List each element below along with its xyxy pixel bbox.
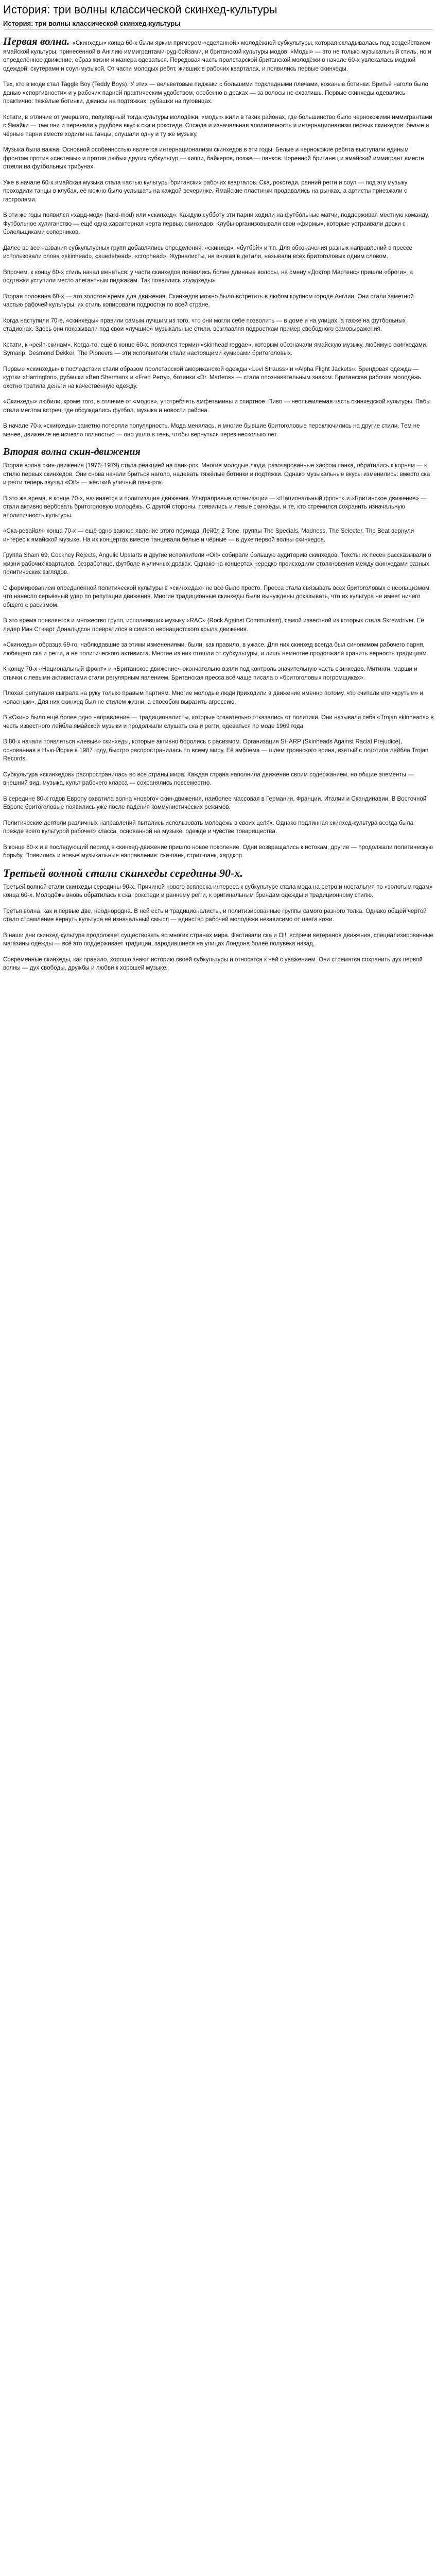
paragraph-text: «Скинхеды» образца 69-го, наблюдавшие за этими изменениями, были, как правило, в ужасе. Для них скинхед всегда был синонимом рабочего парня, любящего ска и регги, а не политического активиста. Многие из них отошли от субкультуры, и лишь немногие продолжали хранить верность традициям. <box>3 641 428 657</box>
page-title: История: три волны классической скинхед-культуры <box>3 3 277 16</box>
paragraph-text: Когда наступили 70-е, «скинхеды» правили самым лучшим из того, что они могли себе позволить — в доме и на улицах, а также на футбольных стадионах. Здесь они показывали под свои «лучшие» музыкальные стили, возглавляя подросткам пример свободного самовыражения. <box>3 317 406 332</box>
article-paragraph <box>3 398 434 415</box>
article-paragraph <box>3 113 434 139</box>
paragraph-text: «Скинхеды» любили, кроме того, в отличие от «модов», употреблять амфетамины и спиртное. Пиво — неотъемлемая часть скинхедской культуры. Пабы стали местом встреч, где обсуждались футбол, музыка и новости района. <box>3 398 431 414</box>
section-heading: Вторая волна скин-движения <box>3 446 141 457</box>
paragraph-text: В конце 80-х и в последующий период в скинхед-движение пришло новое поколение. Одни возвращались к истокам, другие — продолжали политическую борьбу. Появились и новые музыкальные направления: ска-панк, стрит-панк, хардкор. <box>3 843 433 859</box>
article-paragraph <box>3 244 434 261</box>
paragraph-text: Уже в начале 60-х ямайская музыка стала частью культуры британских рабочих кварталов. Ска, рокстеди, ранний регги и соул — под эту музыку проходили танцы в клубах, её можно было услышать на каждой вечеринке. Ямайские пластинки продавались на рынках, а артисты приезжали с гастролями. <box>3 179 408 203</box>
article-paragraph <box>3 268 434 285</box>
article-paragraph <box>3 551 434 577</box>
article-paragraph <box>3 689 434 706</box>
article-paragraph <box>3 956 434 973</box>
article-paragraph <box>3 495 434 520</box>
paragraph-text: В это же время, в конце 70-х, начинается и политизация движения. Ультраправые организации — «Национальный фронт» и «Британское движение» — стали активно вербовать бритоголовую молодёжь. С другой стороны, появились и левые скинхеды, и те, кто стремился сохранить изначальную аполитичность культуры. <box>3 495 427 519</box>
paragraph-text: Политические деятели различных направлений пытались использовать молодёжь в своих целях. Однако подлинная скинхед-культура всегда была прежде всего культурой рабочего класса, основанной на музыке, одежде и чувстве товарищества. <box>3 819 414 835</box>
article-paragraph <box>3 341 434 358</box>
paragraph-text: В 80-х начали появляться «левые» скинхеды, которые активно боролись с расизмом. Организация SHARP (Skinheads Against Racial Prejudice), основанная в Нью-Йорке в 1987 году, быстро распространилась по всему миру. Её эмблема — шлем троянского воина, взятый с логотипа лейбла Trojan Records. <box>3 738 429 762</box>
article-paragraph <box>3 883 434 900</box>
article-paragraph <box>3 211 434 237</box>
article-paragraph <box>3 317 434 334</box>
article-paragraph <box>3 146 434 172</box>
article-paragraph <box>3 179 434 205</box>
paragraph-text: В эти же годы появился «хард-мод» (hard-mod) или «скинхед». Каждую субботу эти парни ходили на футбольные матчи, поддерживая местную команду. Футбольное хулиганство — ещё одна характерная черта первых скинхедов. Клубы организовывали свои «фирмы», которые устраивали драки с болельщиками соперников. <box>3 212 429 235</box>
article-paragraph <box>3 80 434 106</box>
paragraph-text: Современные скинхеды, как правило, хорошо знают историю своей субкультуры и относятся к ней с уважением. Они стремятся сохранить дух первой волны — дух свободы, дружбы и любви к хорошей музыке. <box>3 956 423 971</box>
paragraph-text: Вторая волна скин-движения (1976–1979) стала реакцией на панк-рок. Многие молодые люди, разочарованные хаосом панка, обратились к корням — к стилю первых скинхедов. Они снова начали бриться наголо, надевать тяжёлые ботинки и подтяжки. Однако музыкальные вкусы изменились: вместо ска и регги теперь звучал «Oi!» — жёсткий уличный панк-рок. <box>3 462 430 486</box>
article-paragraph <box>3 714 434 731</box>
paragraph-text: В «Скин» было ещё более одно направление — традиционалисты, которые сознательно отказались от политики. Они называли себя «Trojan skinheads» в честь известного лейбла ямайской музыки и продолжали слушать ска и регги, одеваться по моде 1969 года. <box>3 714 434 730</box>
paragraph-text: Впрочем, к концу 60-х стиль начал меняться: у части скинхедов появились более длинные волосы, на смену «Доктор Мартенс» пришли «броги», а подтяжки уступили место элегантным пиджакам. Так появились «суэдхеды». <box>3 268 413 284</box>
paragraph-text: Музыка была важна. Основной особенностью является интернационализм скинхедов в эти годы. Белые и чернокожие ребята выступали единым фронтом против «системы» и против любых других субкультур — хиппи, байкеров, позже — панков. Коренной британец и ямайский иммигрант вместе стояли на футбольных трибунах. <box>3 146 424 170</box>
paragraph-text: Кстати, в отличие от умершего, популярный тогда культуры молодёжи, «моды» жили в таких районах, где большинство было чернокожими иммигрантами с Ямайки — там они и переняли у рудбоев вкус к ска и рокстеди. Отсюда и изначальная аполитичность и интернационализм первых скинхедов: белые и чёрные парни вместе ходили на танцы, слушали одну и ту же музыку. <box>3 113 432 138</box>
paragraph-text: Третья волна, как и первые две, неоднородна. В ней есть и традиционалисты, и политизированные группы самого разного толка. Однако общей чертой стало стремление вернуть культуре её изначальный смысл — единство рабочей молодёжи независимо от цвета кожи. <box>3 907 427 923</box>
article-paragraph <box>3 665 434 682</box>
article-subtitle: История: три волны классической скинхед-культуры <box>3 19 434 30</box>
article-paragraph <box>3 819 434 836</box>
article-paragraph <box>3 931 434 948</box>
paragraph-text: Третьей волной стали скинхеды середины 90-х. Причиной нового всплеска интереса к субкультуре стала мода на ретро и ностальгия по «золотым годам» конца 60-х. Молодёжь вновь обратилась к ска, рокстеди и раннему регги, к оригинальным брендам одежды и традиционному стилю. <box>3 883 433 899</box>
article-paragraph <box>3 293 434 310</box>
paragraph-text: Тех, кто в моде стал Taggle Boy (Teddy Boys). У этих — вельветовые пиджаки с большими подкладными плечами, кожаные ботинки. Бритьё наголо было данью «спортивности» и у рабочих парней практическим удобством, особенно в драках — за волосы не схватишь. Первые скинхеды одевались практично: тяжёлые ботинки, джинсы на подтяжках, рубашки на пуговицах. <box>3 81 429 105</box>
paragraph-text: В середине 80-х годов Европу охватила волна «нового» скин-движения, наиболее массовая в Германии, Франции, Италии и Скандинавии. В Восточной Европе бритоголовые появились уже после падения коммунистических режимов. <box>3 795 427 810</box>
paragraph-text: С формированием определённой политической культуры в «скинхедах» не всё было просто. Пресса стала связывать всех бритоголовых с неонацизмом, что нанесло серьёзный удар по репутации движения. Многие традиционные скинхеды были вынуждены доказывать, что их культура не имеет ничего общего с расизмом. <box>3 584 431 608</box>
article-paragraph <box>3 738 434 764</box>
paragraph-text: «Ска-ревайвл» конца 70-х — ещё одно важное явление этого периода. Лейбл 2 Tone, группы The Specials, Madness, The Selecter, The Beat вернули интерес к ямайской музыке. На их концертах вместе танцевали белые и чёрные — в духе первой волны скинхедов. <box>3 528 414 543</box>
article-paragraph <box>3 365 434 391</box>
paragraph-text: Далее во все названия субкультурных групп добавлялись определения: «скинхед», «бутбой» и т.п. Для обозначения разных направлений в прессе использовали слова «skinhead», «suedehead», «crophead». Журналисты, не вникая в детали, называли всех бритоголовых одним словом. <box>3 244 412 260</box>
article-paragraph <box>3 37 434 73</box>
article-paragraph <box>3 843 434 860</box>
article-paragraph <box>3 584 434 610</box>
section-heading: Третьей волной стали скинхеды середины 90-х. <box>3 866 243 879</box>
section-lead: Первая волна. <box>3 35 73 47</box>
article-paragraph <box>3 795 434 812</box>
article-paragraph <box>3 527 434 544</box>
paragraph-text: Группа Sham 69, Cockney Rejects, Angelic Upstarts и другие исполнители «Oi!» собирали большую аудиторию скинхедов. Тексты их песен рассказывали о жизни рабочих кварталов, безработице, футболе и уличных драках. Однако на концертах нередко происходили столкновения между скинхедами разных политических взглядов. <box>3 552 431 575</box>
paragraph-text: Первые «скинхеды» в последствии стали образом пролетарской американской одежды «Levi Strauss» и «Alpha Flight Jackets». Брендовая одежда — куртки «Harrington», рубашки «Ben Sherman» и «Fred Perry», ботинки «Dr. Martens» — стала опознавательным знаком. Британская рабочая молодёжь охотно тратила деньги на качественную одежду. <box>3 365 422 389</box>
paragraph-text: К концу 70-х «Национальный фронт» и «Британское движение» окончательно взяли под контроль значительную часть скинхедов. Митинги, марши и стычки с левыми активистами стали регулярным явлением. Британская пресса всё чаще писала о «бритоголовых погромщиках». <box>3 666 417 681</box>
paragraph-text: В начале 70-х «скинхеды» заметно потеряли популярность. Мода менялась, и многие бывшие бритоголовые переключились на другие стили. Тем не менее, движение не исчезло полностью — оно ушло в тень, чтобы вернуться через несколько лет. <box>3 422 420 438</box>
paragraph-text: Плохая репутация сыграла на руку только правым партиям. Многие молодые люди приходили в движение именно потому, что считали его «крутым» и «опасным». Для них скинхед был не стилем жизни, а способом выразить агрессию. <box>3 690 423 705</box>
paragraph-text: Субкультура «скинхедов» распространилась во все страны мира. Каждая страна наполнила движение своим содержанием, но общие элементы — внешний вид, музыка, культ рабочего класса — сохранялись повсеместно. <box>3 771 414 786</box>
article-paragraph <box>3 771 434 788</box>
article-paragraph <box>3 641 434 658</box>
paragraph-text: В это время появляется и множество групп, исполнявших музыку «RAC» (Rock Against Communism), самой известной из которых стала Skrewdriver. Её лидер Иан Стюарт Дональдсон превратился в символ неонацистского крыла движения. <box>3 617 424 633</box>
page <box>2 0 434 973</box>
article-paragraph <box>3 617 434 634</box>
paragraph-text: Кстати, к «рейп-скинам». Когда-то, ещё в конце 60-х, появился термин «skinhead reggae», которым обозначали ямайскую музыку, любимую скинхедами. Symarip, Desmond Dekker, The Pioneers — эти исполнители стали настоящими кумирами бритоголовых. <box>3 341 428 357</box>
article-paragraph <box>3 422 434 439</box>
article-paragraph <box>3 462 434 487</box>
article-paragraph <box>3 907 434 924</box>
paragraph-text: «Скинхеды» конца 60-х были ярким примером «сделанной» молодёжной субкультуры, которая складывалась под воздействием ямайской культуры, принесённой в Англию иммигрантами-руд-бойзами, и британской культуры модов. «Моды» — это не только музыкальный стиль, но и определённое движение, образ жизни и манера одеваться. Передовая часть пролетарской британской молодёжи в начале 60-х увлекалась модной одеждой, скутерами и соул-музыкой. От части молодых ребят, живших в рабочих кварталах, и появились первые скинхеды. <box>3 40 431 72</box>
article-body <box>2 37 434 973</box>
paragraph-text: Вторая половина 60-х — это золотое время для движения. Скинхедов можно было встретить в любом крупном городе Англии. Они стали заметной частью рабочей культуры, их стиль копировали подростки по всей стране. <box>3 293 414 308</box>
paragraph-text: В наши дни скинхед-культура продолжает существовать во многих странах мира. Фестивали ска и Oi!, встречи ветеранов движения, специализированные магазины одежды — всё это поддерживает традиции, зародившиеся на улицах Лондона более полувека назад. <box>3 931 433 947</box>
